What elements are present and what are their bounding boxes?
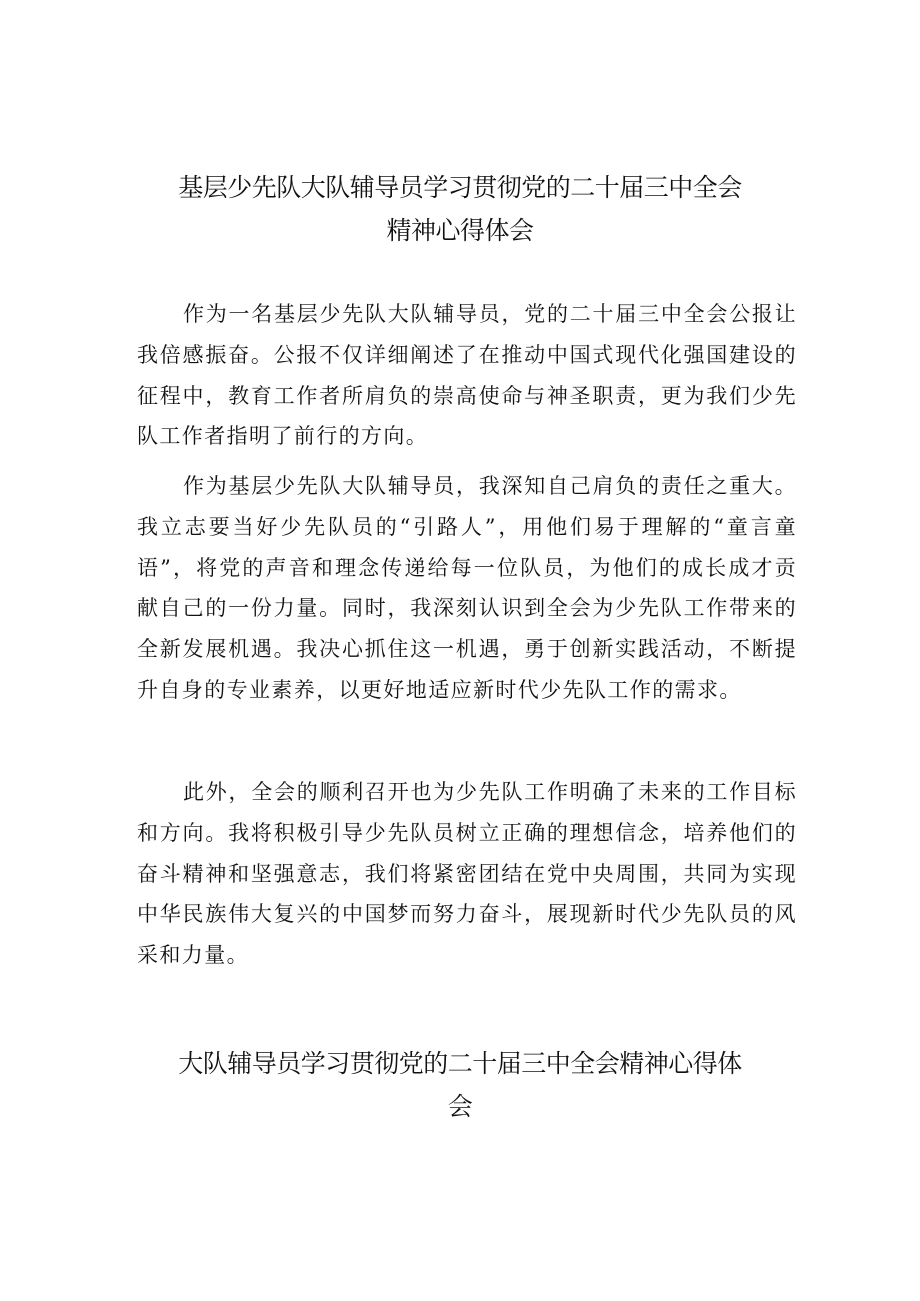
second-title-line-2: 会 [447, 1092, 473, 1121]
document-title-line-1: 基层少先队大队辅导员学习贯彻党的二十届三中全会 [178, 173, 742, 202]
document-title-line-2: 精神心得体会 [386, 216, 534, 245]
paragraph-3: 此外，全会的顺利召开也为少先队工作明确了未来的工作目标和方向。我将积极引导少先队员树立正确的理想信念，培养他们的奋斗精神和坚强意志，我们将紧密团结在党中央周围，共同为实现中华民族伟大复兴的中国梦而努力奋斗，展现新时代少先队员的风采和力量。 [137, 780, 797, 968]
paragraph-1: 作为一名基层少先队大队辅导员，党的二十届三中全会公报让我倍感振奋。公报不仅详细阐述了在推动中国式现代化强国建设的征程中，教育工作者所肩负的崇高使命与神圣职责，更为我们少先队工作者指明了前行的方向。 [137, 302, 797, 449]
paragraph-2: 作为基层少先队大队辅导员，我深知自己肩负的责任之重大。我立志要当好少先队员的“引路人”，用他们易于理解的“童言童语”，将党的声音和理念传递给每一位队员，为他们的成长成才贡献自己的一份力量。同时，我深刻认识到全会为少先队工作带来的全新发展机遇。我决心抓住这一机遇，勇于创新实践活动，不断提升自身的专业素养，以更好地适应新时代少先队工作的需求。 [137, 474, 797, 702]
document-title [0, 166, 920, 252]
second-title-line-1: 大队辅导员学习贯彻党的二十届三中全会精神心得体 [178, 1049, 742, 1078]
second-document-title [0, 1042, 920, 1128]
